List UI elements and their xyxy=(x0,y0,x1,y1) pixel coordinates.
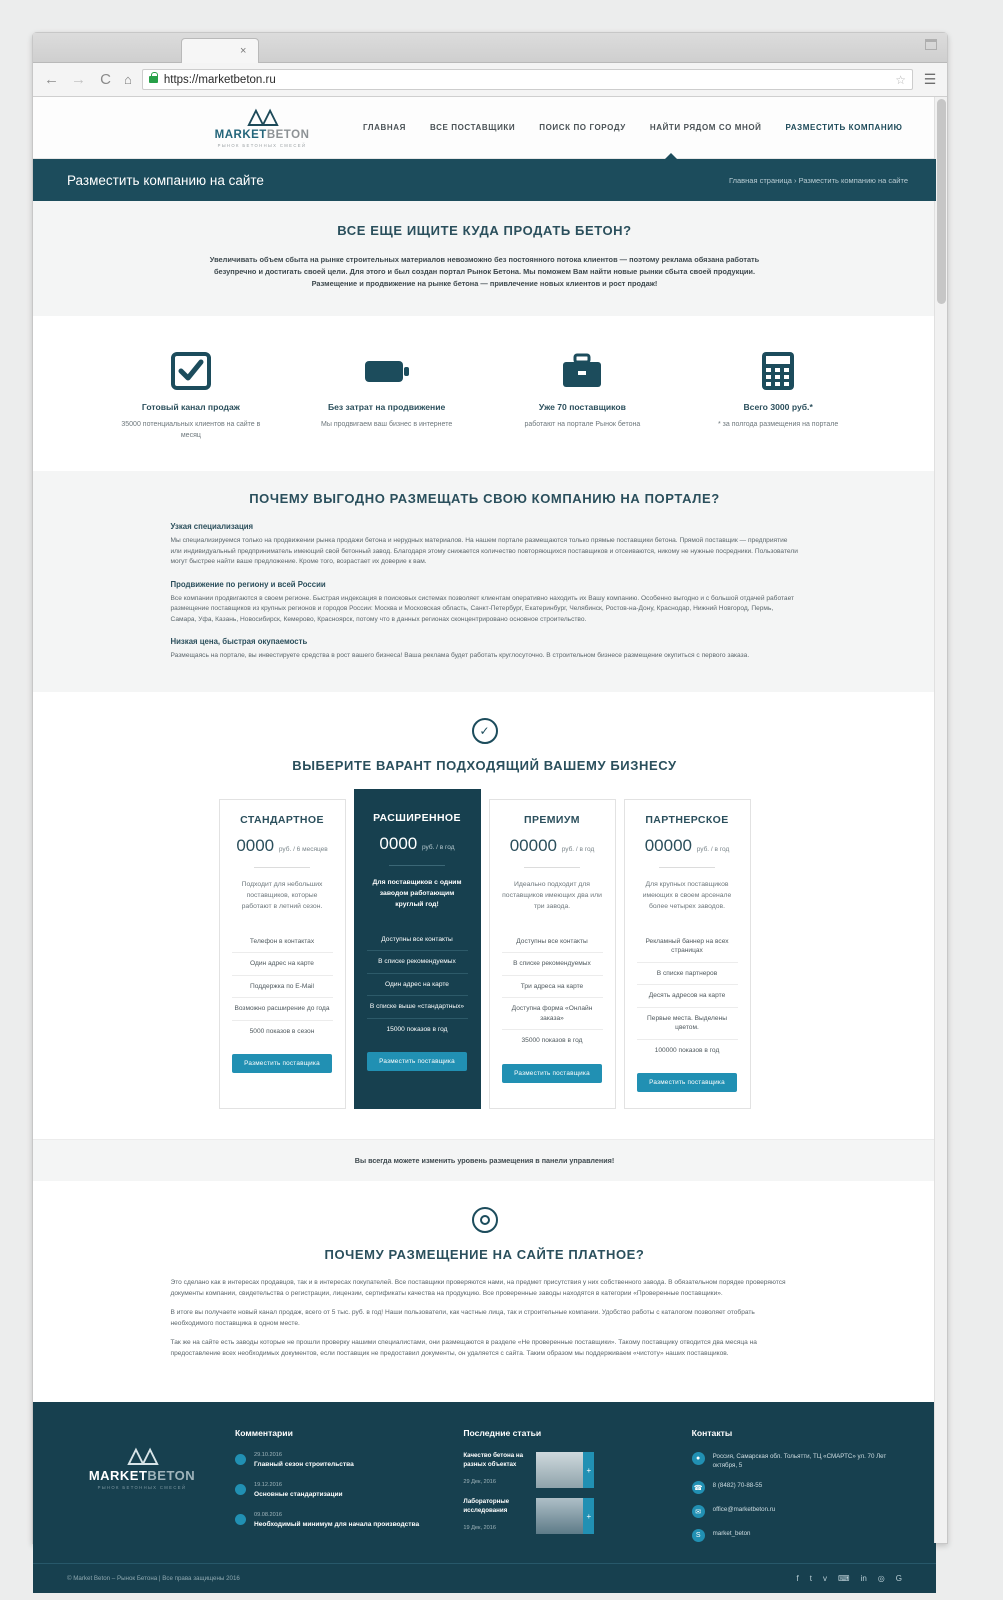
back-button[interactable]: ← xyxy=(44,71,59,88)
divider xyxy=(524,867,580,868)
plan-feature: 35000 показов в год xyxy=(502,1029,603,1052)
logo-word-market: MARKET xyxy=(214,129,267,141)
url-host: marketbeton.ru xyxy=(198,73,276,86)
intro-section xyxy=(33,201,936,316)
forward-button[interactable]: → xyxy=(71,71,86,88)
article-title: Лабораторные исследования xyxy=(463,1498,510,1514)
plan-features xyxy=(637,931,738,1062)
contact-phone: 8 (8482) 70-88-55 xyxy=(712,1482,763,1489)
check-circle-icon: ✓ xyxy=(472,718,498,744)
browser-tab[interactable] xyxy=(181,38,259,63)
plans-section xyxy=(33,692,936,1140)
contact-skype: market_beton xyxy=(712,1530,751,1537)
plan-description: Для крупных поставщиков имеющих в своем арсенале более четырех заводов. xyxy=(642,880,732,910)
plan-name: СТАНДАРТНОЕ xyxy=(240,813,324,826)
plan-description: Идеально подходит для поставщиков имеющих два или три завода. xyxy=(502,880,602,910)
article-item[interactable] xyxy=(463,1498,673,1534)
address-bar[interactable] xyxy=(142,69,913,90)
plans-list xyxy=(33,799,936,1110)
feature-title: Без затрат на продвижение xyxy=(327,402,446,412)
plan-period: руб. / в год xyxy=(421,843,455,851)
breadcrumb: Главная страница › Разместить компанию на сайте xyxy=(728,175,908,185)
footer-logo-tagline: РЫНОК БЕТОННЫХ СМЕСЕЙ xyxy=(97,1485,187,1490)
footer-articles xyxy=(463,1428,673,1553)
page-viewport xyxy=(33,97,947,1583)
plan-feature: В списке партнеров xyxy=(637,962,738,985)
nav-item-home[interactable]: ГЛАВНАЯ xyxy=(363,123,407,132)
plan-features xyxy=(367,929,468,1041)
nav-item-city-search[interactable]: ПОИСК ПО ГОРОДУ xyxy=(539,123,626,132)
contact-item xyxy=(692,1452,902,1470)
plan-name: ПАРТНЕРСКОЕ xyxy=(645,813,729,826)
footer-comments xyxy=(235,1428,445,1553)
plans-notice: Вы всегда можете изменить уровень размещения в панели управления! xyxy=(33,1139,936,1181)
plan-card-extended[interactable] xyxy=(354,789,481,1110)
feature-item xyxy=(680,350,876,441)
logo-wordmark xyxy=(203,129,321,141)
intro-heading: ВСЕ ЕЩЕ ИЩИТЕ КУДА ПРОДАТЬ БЕТОН? xyxy=(337,223,632,238)
plan-price: 00000 xyxy=(644,835,692,855)
footer-articles-title: Последние статьи xyxy=(463,1428,542,1438)
bookmark-star-icon[interactable]: ☆ xyxy=(895,73,906,87)
plan-feature: В списке рекомендуемых xyxy=(367,950,468,973)
plan-cta-button[interactable]: Разместить поставщика xyxy=(502,1064,602,1083)
contact-item[interactable] xyxy=(692,1481,902,1494)
plan-card-standard[interactable] xyxy=(219,799,346,1110)
plan-feature: Один адрес на карте xyxy=(232,952,333,975)
plan-feature: Первые места. Выделены цветом. xyxy=(637,1007,738,1039)
social-links xyxy=(797,1574,902,1583)
check-square-icon xyxy=(93,350,289,392)
comment-item[interactable] xyxy=(235,1482,445,1499)
plan-feature: В списке выше «стандартных» xyxy=(367,995,468,1018)
browser-tabstrip xyxy=(33,33,947,63)
rss-icon[interactable]: ⌨ xyxy=(838,1574,850,1583)
why-section xyxy=(33,471,936,692)
plan-name: РАСШИРЕННОЕ xyxy=(373,811,461,824)
nav-item-all-suppliers[interactable]: ВСЕ ПОСТАВЩИКИ xyxy=(430,123,516,132)
paid-section xyxy=(33,1181,936,1402)
nav-item-place-company[interactable]: РАЗМЕСТИТЬ КОМПАНИЮ xyxy=(785,123,903,132)
plan-card-partner[interactable] xyxy=(624,799,751,1110)
comment-title: Необходимый минимум для начала производства xyxy=(254,1521,420,1528)
logo-word-beton: BETON xyxy=(266,129,310,141)
feature-text: Мы продвигаем ваш бизнес в интернете xyxy=(321,421,453,428)
paid-heading: ПОЧЕМУ РАЗМЕЩЕНИЕ НА САЙТЕ ПЛАТНОЕ? xyxy=(324,1247,645,1262)
logo-mark-icon: △△ xyxy=(247,105,277,128)
footer-logo-wordmark xyxy=(67,1468,217,1483)
why-block-title: Продвижение по региону и всей России xyxy=(170,579,326,589)
footer-comments-title: Комментарии xyxy=(235,1428,293,1438)
comment-date: 09.08.2016 xyxy=(254,1512,282,1518)
why-heading: ПОЧЕМУ ВЫГОДНО РАЗМЕЩАТЬ СВОЮ КОМПАНИЮ НА ПОРТАЛЕ? xyxy=(249,491,720,506)
footer-contacts xyxy=(692,1428,902,1553)
scrollbar-thumb[interactable] xyxy=(937,99,946,304)
calculator-icon xyxy=(680,350,876,392)
divider xyxy=(254,867,310,868)
plan-feature: Телефон в контактах xyxy=(249,937,315,945)
plus-icon[interactable]: + xyxy=(583,1498,594,1534)
paid-paragraph: В итоге вы получаете новый канал продаж, всего от 5 тыс. руб. в год! Наши пользователи, как частные лица, так и строительные компании. Удобство работы с каталогом позволяет отобрать необходимого поставщика в одном месте. xyxy=(170,1309,755,1327)
reload-button[interactable]: C xyxy=(100,71,111,88)
bullet-icon xyxy=(235,1484,246,1495)
plan-cta-button[interactable]: Разместить поставщика xyxy=(637,1073,737,1092)
site-footer xyxy=(33,1402,936,1593)
comment-title: Главный сезон строительства xyxy=(254,1461,354,1468)
plan-feature: Десять адресов на карте xyxy=(637,984,738,1007)
target-icon xyxy=(472,1207,498,1233)
restore-window-icon[interactable] xyxy=(925,39,937,50)
plus-icon[interactable]: + xyxy=(583,1452,594,1488)
contact-item[interactable] xyxy=(692,1505,902,1518)
plan-cta-button[interactable]: Разместить поставщика xyxy=(232,1054,332,1073)
map-pin-icon: ● xyxy=(692,1452,705,1465)
main-navigation xyxy=(363,123,903,132)
plan-feature: Доступны все контакты xyxy=(516,937,588,945)
feature-text: * за полгода размещения на портале xyxy=(718,421,839,428)
mail-icon: ✉ xyxy=(692,1505,705,1518)
plan-price: 00000 xyxy=(509,835,557,855)
plan-price: 0000 xyxy=(236,835,275,855)
feature-text: работают на портале Рынок бетона xyxy=(524,421,641,428)
article-date: 29 Дек, 2016 xyxy=(463,1479,497,1485)
plan-feature: В списке рекомендуемых xyxy=(502,952,603,975)
why-block-text: Все компании продвигаются в своем регионе. Быстрая индексация в поисковых системах позволяет клиентам оперативно находить их Вашу компанию. Особенно выгодно и с большой отдачей работает размещение поставщиков из крупных регионов и городов России: Москва и Московская область, Санкт-Петербург, Екатеринбург, Челябинск, Ростов-на-Дону, Краснодар, Нижний Новгород, Пермь, Самара, Уфа, Казань, Новосибирск, Кемерово, Красноярск, потому что в данных регионах сконцентрировано основное строительство. xyxy=(170,594,795,623)
article-thumbnail xyxy=(536,1452,594,1488)
feature-item xyxy=(485,350,681,441)
why-block-title: Узкая специализация xyxy=(170,522,254,531)
bullet-icon xyxy=(235,1454,246,1465)
plan-features xyxy=(502,931,603,1052)
logo-tagline: РЫНОК БЕТОННЫХ СМЕСЕЙ xyxy=(217,143,307,148)
feature-text: 35000 потенциальных клиентов на сайте в месяц xyxy=(121,421,261,439)
comment-date: 29.10.2016 xyxy=(254,1452,282,1458)
lock-icon xyxy=(149,76,158,83)
paid-paragraph: Так же на сайте есть заводы которые не прошли проверку нашими специалистами, они размещаются в разделе «Не проверенные поставщики». Такому поставщику отводится два месяца на предоставление всех необходимых документов, если поставщик не предоставил документы, он удаляется с сайта. Таким образом мы поддерживаем «чистоту» наших поставщиков. xyxy=(170,1339,757,1357)
facebook-icon[interactable]: f xyxy=(796,1574,799,1583)
plan-card-premium[interactable] xyxy=(489,799,616,1110)
footer-logo-word-beton: BETON xyxy=(147,1468,196,1483)
plan-feature: Доступны все контакты xyxy=(381,935,453,943)
bullet-icon xyxy=(235,1514,246,1525)
divider xyxy=(659,867,715,868)
article-thumbnail xyxy=(536,1498,594,1534)
copyright-text: © Market Beton – Рынок Бетона | Все права защищены 2016 xyxy=(67,1575,240,1582)
footer-logo-word-market: MARKET xyxy=(88,1468,148,1483)
page-title: Разместить компанию на сайте xyxy=(67,172,264,188)
comment-item[interactable] xyxy=(235,1452,445,1469)
browser-window xyxy=(32,32,948,1583)
plan-name: ПРЕМИУМ xyxy=(524,813,580,826)
plan-period: руб. / в год xyxy=(561,845,595,853)
page-content xyxy=(33,97,936,1593)
plan-feature: 5000 показов в сезон xyxy=(232,1020,333,1043)
contact-item[interactable] xyxy=(692,1529,902,1542)
why-block-text: Размещаясь на портале, вы инвестируете средства в рост вашего бизнеса! Ваша реклама будет работать круглосуточно. В строительном бизнесе размещение окупиться с первого заказа. xyxy=(170,652,750,659)
plan-description: Подходит для небольших поставщиков, которые работают в летний сезон. xyxy=(241,880,323,910)
plan-price: 0000 xyxy=(379,833,418,853)
linkedin-icon[interactable]: in xyxy=(860,1574,867,1583)
article-item[interactable] xyxy=(463,1452,673,1488)
paid-paragraph: Это сделано как в интересах продавцов, так и в интересах покупателей. Все поставщики проверяются нами, на предмет присутствия у них собственного завода. В обязательном порядке проверяются документы компании, свидетельства о регистрации, лицензии, сертификаты качества на продукцию. Все проверенные заводы находятся в категории «Проверенные поставщики». xyxy=(170,1279,786,1297)
article-date: 19 Дек, 2016 xyxy=(463,1525,497,1531)
plan-features xyxy=(232,931,333,1043)
footer-bottom xyxy=(33,1563,936,1593)
page-titlebar xyxy=(33,159,936,201)
twitter-icon[interactable]: t xyxy=(809,1574,812,1583)
home-icon[interactable]: ⌂ xyxy=(124,72,132,87)
plan-feature: Поддержка по E-Mail xyxy=(232,975,333,998)
plan-feature: Три адреса на карте xyxy=(502,975,603,998)
url-scheme: https:// xyxy=(163,73,199,86)
footer-logo[interactable] xyxy=(67,1428,217,1553)
vk-icon[interactable]: v xyxy=(823,1574,827,1583)
plans-heading: ВЫБЕРИТЕ ВАРАНТ ПОДХОДЯЩИЙ ВАШЕМУ БИЗНЕСУ xyxy=(292,757,677,773)
why-block-text: Мы специализируемся только на продвижении рынка продажи бетона и нерудных материалов. На нашем портале размещаются только прямые поставщики бетона. Прямой поставщик — предприятие или индивидуальный предприниматель имеющий свой бетонный завод. Благодаря этому снижается количество повторяющихся поставщиков и отсеиваются, никому не нужные посредники. Пользователи могут быстрее найти ваше предложение. Кроме того, возрастает их доверие к вам. xyxy=(170,537,798,565)
google-plus-icon[interactable]: G xyxy=(895,1574,902,1583)
plan-feature: Доступна форма «Онлайн заказа» xyxy=(502,997,603,1029)
feature-item xyxy=(93,350,289,441)
nav-item-near-me[interactable]: НАЙТИ РЯДОМ СО МНОЙ xyxy=(649,123,762,132)
instagram-icon[interactable]: ◎ xyxy=(877,1574,885,1583)
plan-feature: Возможно расширение до года xyxy=(232,997,333,1020)
features-section xyxy=(33,316,936,471)
contact-email: office@marketbeton.ru xyxy=(712,1506,776,1513)
plan-description: Для поставщиков с одним заводом работающим круглый год! xyxy=(372,878,462,908)
browser-toolbar xyxy=(33,63,947,97)
footer-contacts-title: Контакты xyxy=(691,1428,733,1438)
feature-title: Уже 70 поставщиков xyxy=(538,402,626,412)
plan-period: руб. / в год xyxy=(696,845,730,853)
logo-mark-icon: △△ xyxy=(127,1444,157,1467)
intro-text: Увеличивать объем сбыта на рынке строительных материалов невозможно без постоянного потока клиентов — поэтому реклама обязана работать безупречно и достигать своей цели. Для этого и был создан портал Рынок Бетона. Мы поможем Вам найти новые рынки сбыта своей продукции. Размещение и продвижение на рынке бетона — привлечение новых клиентов и рост продаж! xyxy=(209,255,760,288)
site-header xyxy=(33,97,936,159)
contact-address: Россия, Самарская обл. Тольятти, ТЦ «СМАРТС» ул. 70 Лет октября, 5 xyxy=(712,1453,887,1469)
skype-icon: S xyxy=(692,1529,705,1542)
briefcase-icon xyxy=(485,350,681,392)
feature-item xyxy=(289,350,485,441)
plan-feature: 15000 показов в год xyxy=(367,1018,468,1041)
close-icon[interactable]: × xyxy=(240,45,247,57)
comment-item[interactable] xyxy=(235,1512,445,1529)
comment-title: Основные стандартизации xyxy=(254,1491,343,1498)
plan-feature: Один адрес на карте xyxy=(367,973,468,996)
plan-feature: 100000 показов в год xyxy=(637,1039,738,1062)
page-scrollbar[interactable] xyxy=(934,97,947,1543)
phone-icon: ☎ xyxy=(692,1481,705,1494)
menu-icon[interactable]: ☰ xyxy=(923,71,937,87)
comment-date: 19.12.2016 xyxy=(254,1482,282,1488)
plan-period: руб. / 6 месяцев xyxy=(278,845,328,853)
divider xyxy=(389,865,445,866)
why-block-title: Низкая цена, быстрая окупаемость xyxy=(170,637,308,646)
feature-title: Готовый канал продаж xyxy=(141,402,240,412)
plan-feature: Рекламный баннер на всех страницах xyxy=(645,937,729,954)
battery-icon xyxy=(289,350,485,392)
site-logo[interactable] xyxy=(203,107,321,148)
feature-title: Всего 3000 руб.* xyxy=(743,402,813,412)
plan-cta-button[interactable]: Разместить поставщика xyxy=(367,1052,467,1071)
article-title: Качество бетона на разных объектах xyxy=(463,1452,524,1468)
